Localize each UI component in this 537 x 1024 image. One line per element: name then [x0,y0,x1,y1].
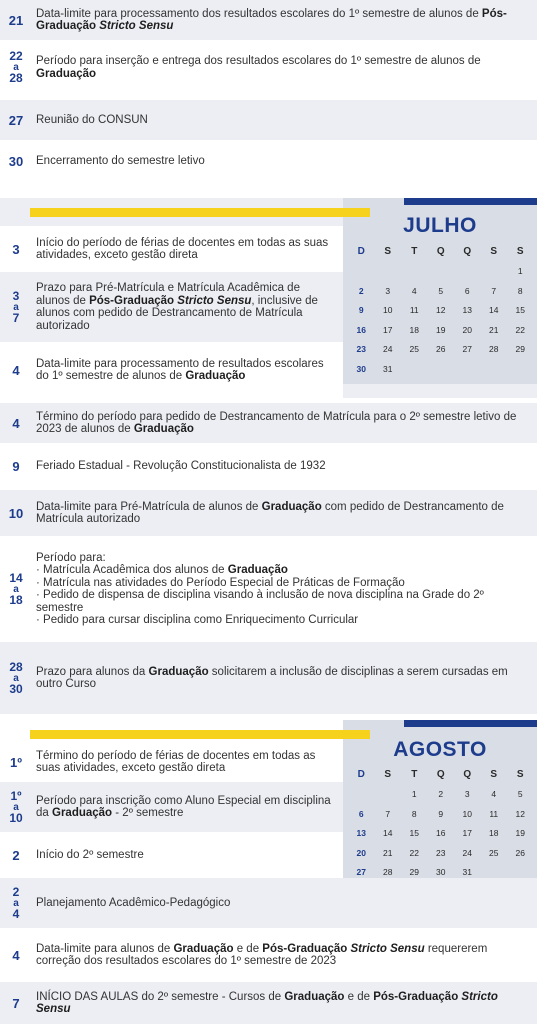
calendar-day: 7 [385,808,391,819]
event-day-range: 2 a 4 [12,884,20,921]
weekday-header: S [384,246,392,257]
event-row [0,642,537,714]
event-day: 4 [12,415,20,431]
calendar-day: 24 [383,344,393,355]
calendar-day: 19 [515,828,525,839]
weekday-header: T [411,769,418,780]
calendar-grid [348,242,534,380]
weekday-header: D [357,769,365,780]
event-text: Data-limite para alunos de Graduação e de Pós-Graduação Stricto Sensu requererem correção dos resultados escolares do 1º semestre de 2023 [36,942,488,967]
event-row [0,490,537,536]
weekday-header: Q [463,246,472,257]
calendar-day: 13 [462,305,472,316]
event-row [0,536,537,642]
event-text: Término do período para pedido de Destrancamento de Matrícula para o 2º semestre letivo de 2023 de alunos de Graduação [36,410,517,435]
calendar-day: 27 [356,867,366,878]
event-row [0,40,537,95]
weekday-header: T [411,246,418,257]
event-row [0,342,343,398]
event-text: INÍCIO DAS AULAS do 2º semestre - Cursos de Graduação e de Pós-Graduação Stricto Sensu [36,990,498,1015]
weekday-header: Q [463,769,472,780]
calendar-day: 25 [409,344,419,355]
calendar-day: 5 [438,285,444,296]
event-day-range: 14 a 18 [9,570,23,607]
calendar-day: 25 [489,847,499,858]
event-day: 3 [12,241,20,257]
calendar-day: 21 [489,324,499,335]
calendar-month-title: AGOSTO [393,738,487,761]
event-row [0,982,537,1024]
event-row [0,403,537,443]
event-row [0,226,343,272]
calendar-day: 22 [409,847,419,858]
calendar-day: 1 [517,266,523,276]
calendar-month-title: JULHO [403,214,477,237]
event-row [0,272,343,342]
calendar-day: 10 [383,305,393,316]
event-row [0,0,537,40]
calendar-empty-cell [454,262,481,282]
calendar-day: 31 [462,867,472,878]
event-row [0,782,343,832]
calendar-day: 4 [491,789,497,799]
calendar-day: 30 [356,363,366,374]
event-row [0,140,537,182]
calendar-empty-cell [481,262,508,282]
calendar-day: 6 [358,808,364,819]
weekday-header: Q [436,769,445,780]
calendar-day: 10 [462,808,472,819]
calendar-day: 3 [385,285,391,296]
calendar-day: 20 [356,847,366,858]
calendar-day: 18 [409,324,419,335]
calendar-day: 27 [462,344,472,355]
calendar-day: 11 [489,808,499,819]
event-text: Período para inscrição como Aluno Especial em disciplina da Graduação - 2º semestre [36,794,331,819]
month-accent-bar [404,198,537,205]
event-row [0,928,537,982]
august-calendar [343,720,537,890]
calendar-day: 16 [356,324,366,335]
calendar-day: 14 [489,305,499,316]
calendar-day: 24 [462,847,472,858]
event-text: Encerramento do semestre letivo [36,154,205,167]
calendar-empty-cell [481,360,508,380]
event-text: Reunião do CONSUN [36,113,148,126]
calendar-day: 23 [356,344,366,355]
calendar-day: 17 [462,828,472,839]
calendar-day: 20 [462,324,472,335]
event-day: 4 [12,362,20,378]
event-text: Prazo para Pré-Matrícula e Matrícula Acadêmica de alunos de Pós-Graduação Stricto Sensu, inclusive de alunos com pedido de Destrancamento de Matrícula autorizado [36,282,318,332]
calendar-day: 26 [436,344,446,355]
event-day: 2 [12,847,20,863]
event-day: 10 [8,505,24,521]
calendar-empty-cell [428,360,455,380]
event-text: Data-limite para Pré-Matrícula de alunos de Graduação com pedido de Destrancamento de Matrícula autorizado [36,500,504,525]
calendar-day: 9 [438,808,444,819]
calendar-day: 11 [409,305,419,316]
calendar-empty-cell [375,262,402,282]
weekday-header: S [516,769,524,780]
calendar-day: 17 [383,324,393,335]
calendar-day: 12 [515,808,525,819]
calendar-day: 29 [409,867,419,878]
calendar-day: 26 [515,847,525,858]
weekday-header: S [384,769,392,780]
calendar-day: 8 [517,285,523,296]
weekday-header: Q [436,246,445,257]
event-day-range: 28 a 30 [9,659,23,696]
event-day: 21 [8,12,24,28]
calendar-empty-cell [428,262,455,282]
event-row [0,878,537,928]
calendar-day: 4 [411,285,417,296]
calendar-day: 23 [436,847,446,858]
weekday-header: S [490,769,498,780]
calendar-day: 7 [491,285,497,296]
calendar-empty-cell [375,785,402,805]
calendar-day: 15 [515,305,525,316]
calendar-day: 5 [517,789,523,799]
month-accent-bar [404,720,537,727]
event-text: Início do período de férias de docentes em todas as suas atividades, exceto gestão direta [36,236,329,261]
event-text: Término do período de férias de docentes em todas as suas atividades, exceto gestão direta [36,749,316,774]
calendar-grid [348,765,534,883]
calendar-empty-cell [348,262,375,282]
calendar-day: 16 [436,828,446,839]
event-text: Data-limite para processamento dos resultados escolares do 1º semestre de alunos de Pós-Graduação Stricto Sensu [36,7,507,32]
event-day: 30 [8,153,24,169]
event-text: Período para: · Matrícula Acadêmica dos alunos de Graduação · Matrícula nas atividades do Período Especial de Práticas de Formação · Pedido de dispensa de disciplina visando à inclusão de nova disciplina na Grade do 2º semestre · Pedido para cursar disciplina como Enriquecimento Curricular [36,551,484,626]
event-day: 27 [8,112,24,128]
calendar-day: 22 [515,324,525,335]
calendar-empty-cell [401,262,428,282]
event-row [0,443,537,490]
calendar-day: 8 [411,808,417,819]
calendar-empty-cell [401,360,428,380]
event-day: 9 [12,459,20,474]
weekday-header: S [516,246,524,257]
calendar-day: 19 [436,324,446,335]
calendar-day: 1 [411,789,417,799]
weekday-header: S [490,246,498,257]
calendar-day: 21 [383,847,393,858]
event-text: Prazo para alunos da Graduação solicitarem a inclusão de disciplinas a serem cursadas em outro Curso [36,665,508,690]
event-text: Início do 2º semestre [36,848,144,861]
calendar-day: 3 [464,789,470,799]
event-text: Período para inserção e entrega dos resultados escolares do 1º semestre de alunos de Graduação [36,55,481,80]
calendar-day: 2 [358,285,364,296]
event-day-range: 22 a 28 [9,49,23,85]
event-day: 7 [12,995,20,1011]
calendar-day: 9 [358,305,364,316]
calendar-day: 2 [438,789,444,799]
calendar-day: 15 [409,828,419,839]
event-day: 1º [10,754,22,770]
calendar-day: 12 [436,305,446,316]
event-row [0,742,343,782]
calendar-empty-cell [507,360,534,380]
calendar-day: 28 [489,344,499,355]
calendar-day: 31 [383,363,393,374]
event-day-range: 3 a 7 [12,288,20,325]
event-text: Data-limite para processamento de resultados escolares do 1º semestre de alunos de Graduação [36,357,324,382]
event-row [0,832,343,878]
calendar-day: 13 [356,828,366,839]
july-calendar [343,198,537,384]
event-day-range: 1º a 10 [9,788,23,825]
calendar-day: 18 [489,828,499,839]
event-day: 4 [12,947,20,963]
calendar-day: 30 [436,867,446,878]
calendar-day: 14 [383,828,393,839]
calendar-day: 28 [383,867,393,878]
weekday-header: D [357,246,365,257]
calendar-empty-cell [348,785,375,805]
calendar-day: 29 [515,344,525,355]
section-highlight-bar [30,730,370,739]
event-text: Feriado Estadual - Revolução Constitucionalista de 1932 [36,460,326,473]
calendar-day: 6 [464,285,470,296]
event-text: Planejamento Acadêmico-Pedagógico [36,896,231,909]
section-highlight-bar [30,208,370,217]
calendar-empty-cell [454,360,481,380]
event-row [0,100,537,140]
